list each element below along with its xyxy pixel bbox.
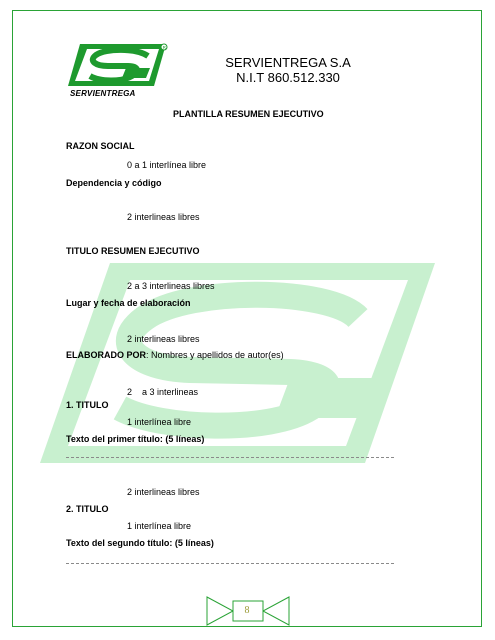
logo-wordmark: SERVIENTREGA	[70, 89, 136, 98]
company-header	[210, 55, 366, 85]
company-nit: N.I.T 860.512.330	[236, 70, 340, 85]
text-placeholder-line	[66, 457, 394, 458]
spacing-note: 2 interlineas libres	[127, 212, 200, 222]
servientrega-logo	[66, 42, 170, 90]
lugar-fecha-label: Lugar y fecha de elaboración	[66, 298, 191, 308]
section-2-title: 2. TITULO	[66, 504, 109, 514]
spacing-note: 1 interlínea libre	[127, 521, 192, 531]
spacing-note: 2 interlineas libres	[127, 334, 200, 344]
company-name: SERVIENTREGA S.A	[225, 55, 351, 70]
section-1-title: 1. TITULO	[66, 400, 109, 410]
spacing-note: 2 interlineas libres	[127, 487, 200, 497]
dependencia-label: Dependencia y código	[66, 178, 162, 188]
spacing-note: 0 a 1 interlínea libre	[127, 160, 207, 170]
section-1-text-label: Texto del primer título: (5 líneas)	[66, 434, 205, 444]
svg-text:R: R	[162, 45, 166, 50]
spacing-note: 2 a 3 interlineas libres	[127, 281, 215, 291]
elaborado-por-label: ELABORADO POR	[66, 350, 147, 360]
section-2-text-label: Texto del segundo título: (5 líneas)	[66, 538, 214, 548]
elaborado-por-value: : Nombres y apellidos de autor(es)	[146, 350, 284, 360]
elaborado-por-line	[66, 350, 284, 361]
template-title: PLANTILLA RESUMEN EJECUTIVO	[173, 109, 324, 119]
razon-social-label: RAZON SOCIAL	[66, 141, 135, 151]
spacing-note: 2 a 3 interlineas	[127, 387, 199, 397]
titulo-resumen-label: TITULO RESUMEN EJECUTIVO	[66, 246, 200, 256]
page-number: 8	[244, 605, 250, 616]
text-placeholder-line	[66, 563, 394, 564]
spacing-note: 1 interlínea libre	[127, 417, 192, 427]
